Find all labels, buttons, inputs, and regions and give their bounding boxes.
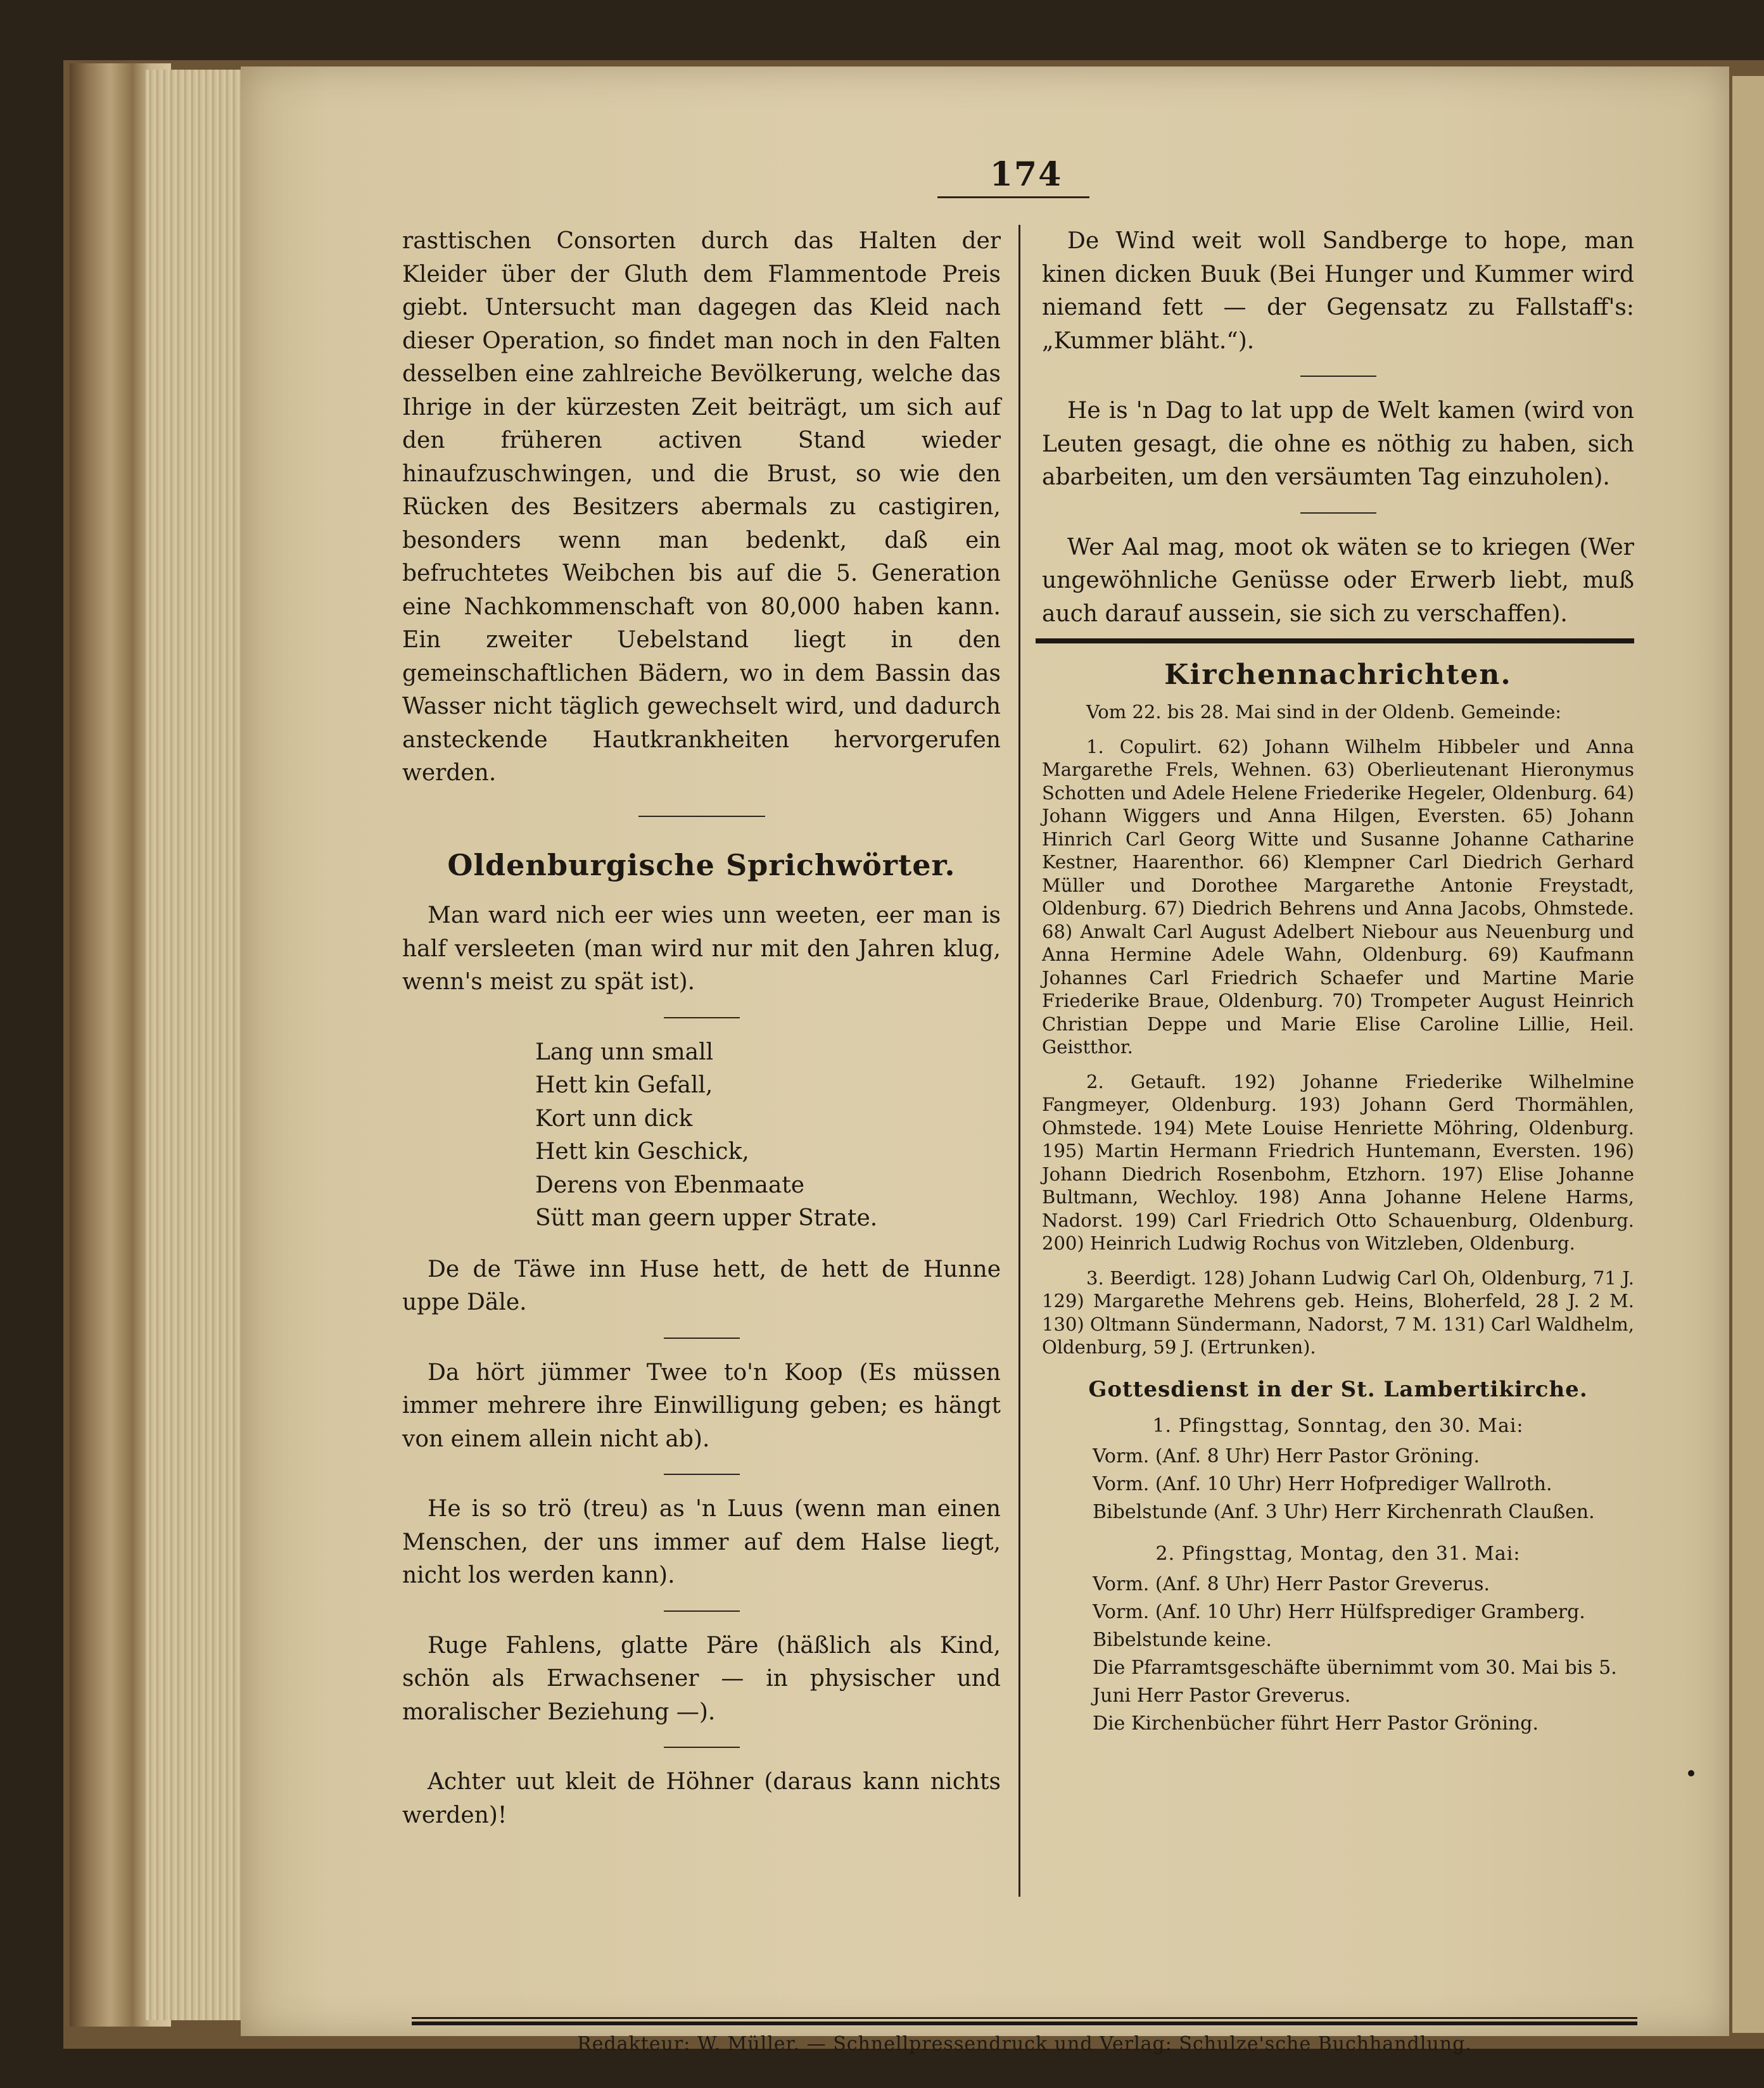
verse-line: Derens von Ebenmaate	[535, 1172, 805, 1198]
proverb: De de Täwe inn Huse hett, de hett de Hunne uppe Däle.	[402, 1256, 1001, 1315]
verse-line: Sütt man geern upper Strate.	[535, 1205, 878, 1231]
column-divider	[1018, 225, 1020, 1897]
service-day: 2. Pfingsttag, Montag, den 31. Mai:	[1155, 1543, 1521, 1565]
verse-line: Hett kin Geschick,	[535, 1139, 749, 1165]
service-line: Vorm. (Anf. 10 Uhr) Herr Hofprediger Wallroth.	[1093, 1473, 1552, 1495]
proverb: Achter uut kleit de Höhner (daraus kann nichts werden)!	[402, 1769, 1001, 1828]
baptised-list: 2. Getauft. 192) Johanne Friederike Wilhelmine Fangmeyer, Oldenburg. 193) Johann Gerd Thormählen, Ohmstede. 194) Mete Louise Henriette Möhring, Oldenburg. 195) Martin Hermann Friedrich Huntemann, Eversten. 196) Johann Diedrich Rosenbohm, Etzhorn. 197) Elise Johanne Bultmann, Wechloy. 198) Anna Johanne Helene Harms, Nadorst. 199) Carl Friedrich Otto Schauenburg, Oldenburg. 200) Heinrich Ludwig Rochus von Witzleben, Oldenburg.	[1042, 1070, 1634, 1254]
verse-line: Hett kin Gefall,	[535, 1072, 713, 1098]
header-rule	[937, 196, 1089, 198]
buried-list: 3. Beerdigt. 128) Johann Ludwig Carl Oh, Oldenburg, 71 J. 129) Margarethe Mehrens geb. Heins, Bloherfeld, 28 J. 2 M. 130) Oltmann Sündermann, Nadorst, 7 M. 131) Carl Waldhelm, Oldenburg, 59 J. (Ertrunken).	[1042, 1267, 1634, 1358]
footer-rule-thin	[412, 2017, 1637, 2019]
service-line: Bibelstunde (Anf. 3 Uhr) Herr Kirchenrath Claußen.	[1093, 1501, 1595, 1523]
service-line: Vorm. (Anf. 10 Uhr) Herr Hülfsprediger Gramberg.	[1093, 1601, 1585, 1623]
proverb: Man ward nich eer wies unn weeten, eer man is half versleeten (man wird nur mit den Jahren klug, wenn's meist zu spät ist).	[402, 902, 1001, 995]
proverb-divider	[1300, 376, 1376, 377]
service-line: Vorm. (Anf. 8 Uhr) Herr Pastor Gröning.	[1093, 1445, 1480, 1467]
proverb-divider	[1300, 512, 1376, 514]
service-note: Die Kirchenbücher führt Herr Pastor Gröning.	[1093, 1712, 1539, 1735]
imprint-line: Redakteur: W. Müller. — Schnellpressendruck und Verlag: Schulze'sche Buchhandlung.	[577, 2033, 1472, 2055]
service-line: Vorm. (Anf. 8 Uhr) Herr Pastor Greverus.	[1093, 1573, 1490, 1595]
service-day: 1. Pfingsttag, Sonntag, den 30. Mai:	[1152, 1415, 1524, 1437]
section-title: Oldenburgische Sprichwörter.	[447, 847, 956, 882]
proverb: He is 'n Dag to lat upp de Welt kamen (wird von Leuten gesagt, die ohne es nöthig zu haben, sich abarbeiten, um den versäumten Tag einzuholen).	[1042, 398, 1634, 490]
service-note: Die Pfarramtsgeschäfte übernimmt vom 30. Mai bis 5. Juni Herr Pastor Greverus.	[1093, 1657, 1617, 1707]
proverb-divider	[664, 1338, 740, 1339]
section-rule	[1036, 638, 1634, 643]
page-number: 174	[989, 155, 1063, 194]
proverb: Ruge Fahlens, glatte Päre (häßlich als Kind, schön als Erwachsener — in physischer und moralischer Beziehung —).	[402, 1632, 1001, 1725]
ink-spot	[1688, 1770, 1694, 1776]
proverb-divider	[664, 1610, 740, 1612]
service-title: Gottesdienst in der St. Lambertikirche.	[1088, 1376, 1588, 1402]
proverb: De Wind weit woll Sandberge to hope, man kinen dicken Buuk (Bei Hunger und Kummer wird niemand fett — der Gegensatz zu Fallstaff's: „Kummer bläht.“).	[1042, 228, 1634, 354]
facing-page-edge	[1732, 76, 1764, 2033]
proverb-divider	[664, 1747, 740, 1748]
proverb: Wer Aal mag, moot ok wäten se to kriegen (Wer ungewöhnliche Genüsse oder Erwerb liebt, muß auch darauf aussein, sie sich zu verschaffen).	[1042, 534, 1634, 627]
section-divider	[638, 816, 765, 817]
church-intro: Vom 22. bis 28. Mai sind in der Oldenb. Gemeinde:	[1086, 701, 1562, 723]
copulated-list: 1. Copulirt. 62) Johann Wilhelm Hibbeler und Anna Margarethe Frels, Wehnen. 63) Oberlieutenant Hieronymus Schotten und Adele Helene Friederike Hegeler, Oldenburg. 64) Johann Wiggers und Anna Hilgen, Eversten. 65) Johann Hinrich Carl Georg Witte und Susanne Johanne Catharine Kestner, Haarenthor. 66) Klempner Carl Diedrich Gerhard Müller und Dorothee Margarethe Antonie Freystadt, Oldenburg. 67) Diedrich Behrens und Anna Jacobs, Ohmstede. 68) Anwalt Carl August Adelbert Niebour aus Neuenburg und Anna Hermine Adele Wahn, Oldenburg. 69) Kaufmann Johannes Carl Friedrich Schaefer und Martine Marie Friederike Braue, Oldenburg. 70) Trompeter August Heinrich Christian Deppe und Marie Elise Caroline Lillie, Heil. Geistthor.	[1042, 735, 1634, 1058]
proverb-divider	[664, 1474, 740, 1475]
proverb: He is so trö (treu) as 'n Luus (wenn man einen Menschen, der uns immer auf dem Halse liegt, nicht los werden kann).	[402, 1496, 1001, 1588]
proverb: Da hört jümmer Twee to'n Koop (Es müssen immer mehrere ihre Einwilligung geben; es hängt von einem allein nicht ab).	[402, 1359, 1001, 1452]
left-column	[402, 225, 1001, 1832]
verse	[535, 1036, 1001, 1236]
footer-rule-thick	[412, 2022, 1637, 2025]
verse-line: Lang unn small	[535, 1039, 714, 1065]
service-line: Bibelstunde keine.	[1093, 1629, 1272, 1651]
church-news-title: Kirchennachrichten.	[1164, 659, 1512, 691]
proverb-divider	[664, 1017, 740, 1018]
opening-paragraph: rasttischen Consorten durch das Halten der Kleider über der Gluth dem Flammentode Preis giebt. Untersucht man dagegen das Kleid nach dieser Operation, so findet man noch in den Falten desselben eine zahlreiche Bevölkerung, welche das Ihrige in der kürzesten Zeit beiträgt, um sich auf den früheren activen Stand wieder hinaufzuschwingen, und die Brust, so wie den Rücken des Besitzers abermals zu castigiren, besonders wenn man bedenkt, daß ein befruchtetes Weibchen bis auf die 5. Generation eine Nachkommenschaft von 80,000 haben kann. Ein zweiter Uebelstand liegt in den gemeinschaftlichen Bädern, wo in dem Bassin das Wasser nicht täglich gewechselt wird, und dadurch ansteckende Hautkrankheiten hervorgerufen werden.	[402, 228, 1001, 786]
right-column	[1042, 225, 1634, 1738]
verse-line: Kort unn dick	[535, 1105, 693, 1132]
